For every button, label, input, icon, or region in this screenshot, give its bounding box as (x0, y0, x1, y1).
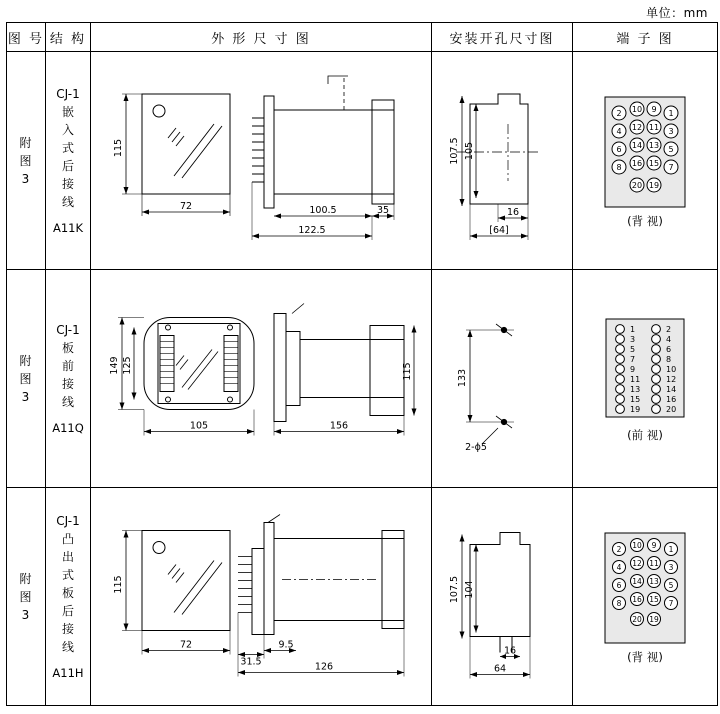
table-row (7, 488, 718, 706)
hole-drawing-r2 (436, 294, 568, 464)
structure-line: CJ-1 (56, 322, 80, 337)
table-header-row (7, 23, 718, 52)
dim-label: 2-ϕ5 (465, 441, 487, 453)
structure-cell (46, 52, 91, 270)
structure-line: 线 (61, 194, 74, 209)
structure-line: 接 (61, 376, 74, 391)
terminal-diagram-r2 (598, 315, 692, 425)
terminal-number: 5 (630, 344, 636, 354)
terminal-number: 19 (649, 614, 659, 624)
terminal-number: 13 (630, 384, 641, 394)
header-outline: 外 形 尺 寸 图 (91, 23, 432, 52)
terminal-number: 20 (666, 404, 677, 414)
dim-label: 156 (329, 420, 349, 431)
terminal-number: 9 (630, 364, 636, 374)
dim-label: 126 (314, 661, 334, 672)
dim-label: 105 (189, 420, 209, 431)
terminal-number: 19 (630, 404, 641, 414)
fig-no-cell (7, 52, 46, 270)
fig-no-char: 3 (21, 171, 31, 186)
fig-no-char: 图 (19, 371, 33, 386)
fig-no-char: 附 (19, 571, 33, 586)
fig-no-char: 3 (21, 607, 31, 622)
structure-line: 入 (61, 122, 74, 137)
terminal-number: 10 (631, 104, 643, 114)
dim-label: 104 (464, 579, 475, 599)
terminal-number: 11 (630, 374, 641, 384)
terminal-drawing-cell (573, 488, 718, 706)
structure-line: 嵌 (61, 104, 74, 119)
header-structure: 结 构 (46, 23, 91, 52)
dimension-table (6, 22, 718, 706)
structure-line: 前 (61, 358, 74, 373)
structure-line: 线 (61, 639, 74, 654)
terminal-number: 7 (668, 598, 674, 608)
header-hole: 安装开孔尺寸图 (432, 23, 573, 52)
outline-drawing-cell (91, 52, 432, 270)
outline-drawing-r2 (96, 291, 426, 466)
terminal-number: 13 (648, 140, 660, 150)
terminal-drawing-cell (573, 270, 718, 488)
terminal-number: 3 (630, 334, 636, 344)
terminal-number: 10 (666, 364, 677, 374)
outline-drawing-r3 (96, 504, 426, 689)
table-row (7, 52, 718, 270)
terminal-number: 2 (616, 108, 622, 118)
terminal-number: 14 (631, 140, 643, 150)
structure-code: A11H (52, 665, 84, 680)
terminal-number: 19 (648, 180, 660, 190)
terminal-number: 4 (616, 562, 622, 572)
dim-label: 149 (109, 355, 120, 375)
terminal-number: 12 (631, 122, 643, 132)
fig-no-cell (7, 488, 46, 706)
dim-label: [64] (489, 224, 509, 236)
fig-no-char: 图 (19, 589, 33, 604)
terminal-number: 8 (616, 162, 622, 172)
terminal-number: 6 (616, 580, 622, 590)
dim-label: 115 (113, 138, 124, 157)
outline-drawing-r1 (96, 66, 426, 256)
terminal-number: 8 (666, 354, 672, 364)
terminal-number: 5 (668, 580, 674, 590)
structure-cell (46, 270, 91, 488)
terminal-number: 1 (668, 108, 674, 118)
dim-label: 64 (493, 663, 507, 674)
dim-label: 9.5 (278, 639, 294, 650)
terminal-number: 11 (648, 122, 660, 132)
terminal-diagram-r3 (599, 529, 691, 647)
terminal-drawing-cell (573, 52, 718, 270)
terminal-number: 11 (649, 558, 659, 568)
structure-line: 式 (61, 567, 74, 582)
terminal-number: 5 (668, 144, 674, 154)
structure-line: 后 (61, 603, 74, 618)
dim-label: 133 (457, 368, 468, 387)
hole-drawing-r3 (436, 504, 568, 689)
terminal-number: 7 (668, 162, 674, 172)
terminal-number: 3 (668, 126, 674, 136)
fig-no-cell (7, 270, 46, 488)
dim-label: 107.5 (449, 136, 460, 165)
terminal-diagram-r1 (599, 93, 691, 211)
structure-line: 线 (61, 394, 74, 409)
structure-code: A11K (52, 220, 84, 235)
dim-label: 31.5 (240, 656, 262, 667)
outline-drawing-cell (91, 270, 432, 488)
terminal-number: 20 (631, 180, 643, 190)
terminal-number: 4 (666, 334, 672, 344)
structure-line: 凸 (61, 531, 74, 546)
dim-label: 100.5 (309, 204, 337, 216)
structure-line: 接 (61, 176, 74, 191)
hole-drawing-cell (432, 488, 573, 706)
terminal-caption: (背 视) (627, 213, 663, 228)
terminal-number: 16 (631, 158, 643, 168)
terminal-number: 15 (649, 594, 659, 604)
terminal-number: 16 (632, 594, 642, 604)
terminal-caption: (背 视) (627, 649, 663, 664)
terminal-number: 13 (649, 576, 659, 586)
dim-label: 122.5 (298, 224, 326, 236)
terminal-number: 1 (668, 544, 674, 554)
terminal-number: 8 (616, 598, 622, 608)
table-row (7, 270, 718, 488)
hole-drawing-r1 (436, 66, 568, 256)
terminal-number: 2 (666, 324, 672, 334)
structure-line: CJ-1 (56, 86, 80, 101)
dim-label: 115 (113, 574, 124, 594)
terminal-number: 3 (668, 562, 674, 572)
dim-label: 115 (402, 361, 413, 381)
terminal-caption: (前 视) (627, 427, 663, 442)
structure-line: CJ-1 (56, 513, 80, 528)
dim-label: 125 (122, 355, 133, 375)
terminal-number: 16 (666, 394, 677, 404)
header-fig-no: 图 号 (7, 23, 46, 52)
structure-line: 后 (61, 158, 74, 173)
structure-line: 式 (61, 140, 74, 155)
terminal-number: 7 (630, 354, 636, 364)
hole-drawing-cell (432, 270, 573, 488)
header-terminal: 端 子 图 (573, 23, 718, 52)
structure-cell (46, 488, 91, 706)
fig-no-char: 3 (21, 389, 31, 404)
structure-line: 板 (61, 340, 74, 355)
terminal-number: 20 (632, 614, 642, 624)
structure-line: 板 (61, 585, 74, 600)
hole-drawing-cell (432, 52, 573, 270)
outline-drawing-cell (91, 488, 432, 706)
dim-label: 72 (179, 639, 193, 650)
fig-no-char: 附 (19, 135, 33, 150)
structure-line: 出 (61, 549, 74, 564)
terminal-number: 15 (630, 394, 641, 404)
terminal-number: 9 (651, 104, 657, 114)
dim-label: 72 (179, 200, 193, 212)
terminal-number: 14 (666, 384, 677, 394)
terminal-number: 12 (666, 374, 677, 384)
terminal-number: 2 (616, 544, 622, 554)
structure-line: 接 (61, 621, 74, 636)
terminal-number: 4 (616, 126, 622, 136)
dim-label: 16 (503, 645, 517, 656)
dim-label: 105 (464, 141, 475, 160)
terminal-number: 1 (630, 324, 636, 334)
unit-label: 单位：mm (646, 6, 708, 20)
terminal-number: 6 (666, 344, 672, 354)
terminal-number: 6 (616, 144, 622, 154)
fig-no-char: 图 (19, 153, 33, 168)
terminal-number: 12 (632, 558, 642, 568)
dim-label: 16 (506, 206, 520, 218)
dim-label: 35 (376, 204, 390, 216)
structure-code: A11Q (52, 420, 84, 435)
fig-no-char: 附 (19, 353, 33, 368)
dim-label: 107.5 (449, 575, 460, 603)
terminal-number: 15 (648, 158, 660, 168)
terminal-number: 9 (651, 540, 657, 550)
terminal-number: 10 (632, 540, 642, 550)
terminal-number: 14 (632, 576, 642, 586)
